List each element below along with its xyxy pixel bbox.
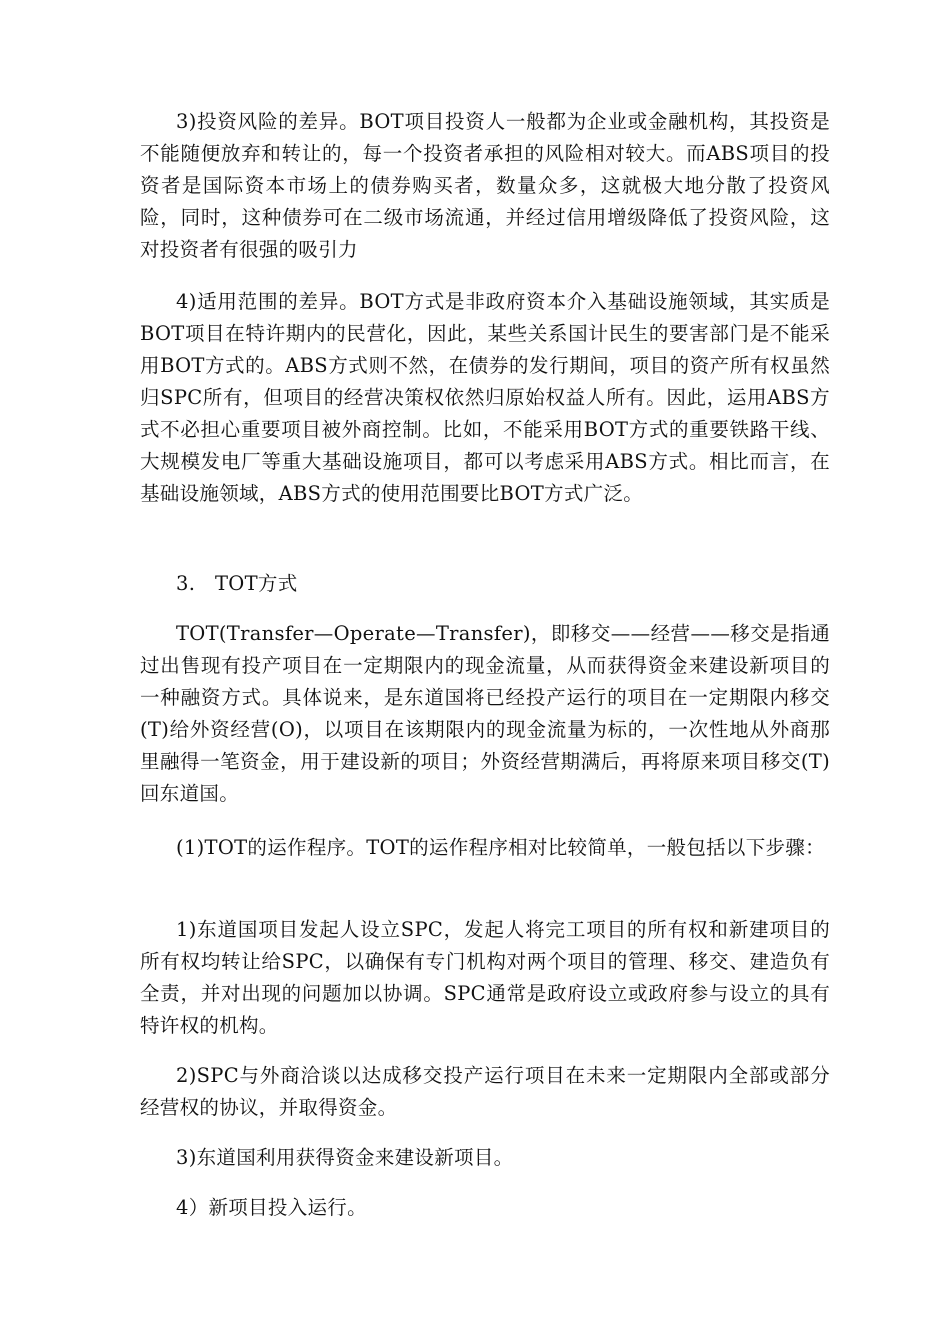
section-heading-tot: 3. TOT方式 <box>176 572 298 595</box>
paragraph-tot-definition: TOT(Transfer—Operate—Transfer)，即移交——经营——移交是指通过出售现有投产项目在一定期限内的现金流量，从而获得资金来建设新项目的一种融资方式。具体说来，是东道国将已经投产运行的项目在一定期限内移交(T)给外资经营(O)，以项目在该期限内的现金流量为标的，一次性地从外商那里融得一笔资金，用于建设新的项目；外资经营期满后，再将原来项目移交(T)回东道国。 <box>140 622 830 805</box>
paragraph-investment-risk: 3)投资风险的差异。BOT项目投资人一般都为企业或金融机构，其投资是不能随便放弃和转让的，每一个投资者承担的风险相对较大。而ABS项目的投资者是国际资本市场上的债券购买者，数量众多，这就极大地分散了投资风险，同时，这种债券可在二级市场流通，并经过信用增级降低了投资风险，这对投资者有很强的吸引力 <box>140 110 830 261</box>
paragraph-step-2: 2)SPC与外商洽谈以达成移交投产运行项目在未来一定期限内全部或部分经营权的协议，并取得资金。 <box>140 1064 830 1119</box>
paragraph-step-3: 3)东道国利用获得资金来建设新项目。 <box>176 1146 514 1169</box>
paragraph-step-4: 4）新项目投入运行。 <box>176 1196 367 1219</box>
paragraph-scope-of-application: 4)适用范围的差异。BOT方式是非政府资本介入基础设施领域，其实质是BOT项目在特许期内的民营化，因此，某些关系国计民生的要害部门是不能采用BOT方式的。ABS方式则不然，在债券的发行期间，项目的资产所有权虽然归SPC所有，但项目的经营决策权依然归原始权益人所有。因此，运用ABS方式不必担心重要项目被外商控制。比如，不能采用BOT方式的重要铁路干线、大规模发电厂等重大基础设施项目，都可以考虑采用ABS方式。相比而言，在基础设施领域，ABS方式的使用范围要比BOT方式广泛。 <box>140 290 830 505</box>
paragraph-tot-procedure: (1)TOT的运作程序。TOT的运作程序相对比较简单，一般包括以下步骤： <box>176 836 825 859</box>
paragraph-step-1: 1)东道国项目发起人设立SPC，发起人将完工项目的所有权和新建项目的所有权均转让给SPC，以确保有专门机构对两个项目的管理、移交、建造负有全责，并对出现的问题加以协调。SPC通常是政府设立或政府参与设立的具有特许权的机构。 <box>140 918 830 1037</box>
